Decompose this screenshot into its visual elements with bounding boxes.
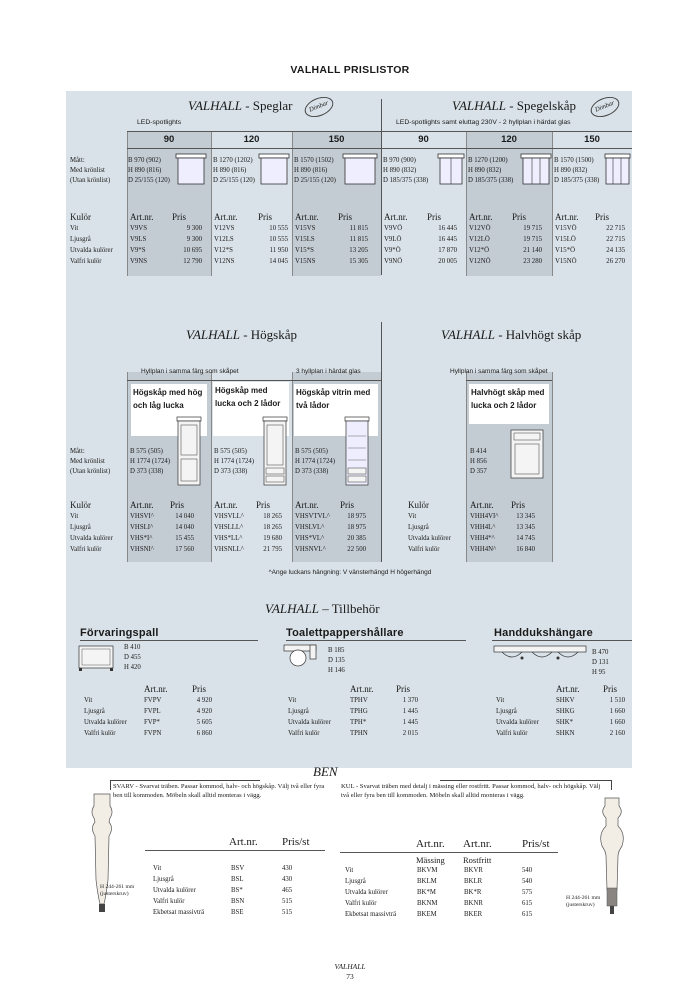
rule — [286, 640, 466, 641]
stool-dims: B 410 D 455 H 420 — [124, 644, 141, 671]
color-col: Kulör Vit Ljusgrå Utvalda kulörer Valfri kulör — [408, 500, 451, 553]
kul-head-artnr: Art.nr. — [416, 838, 445, 850]
artnr-col: Art.nr. FVPV FVPL FVP* FVPN — [144, 684, 168, 737]
divider — [466, 372, 467, 562]
hogskap-dims: B 575 (505) H 1774 (1724) D 373 (338) — [130, 448, 171, 475]
cabinet-90-image — [437, 152, 465, 186]
rule — [127, 131, 381, 132]
divider — [552, 372, 553, 562]
svarv-height: H 244-261 mm (justerskruv) — [100, 884, 135, 897]
product-name: Högskåp med hög och låg lucka — [131, 384, 207, 436]
artnr-col: BKVM BKLM BK*M BKNM BKEM — [417, 867, 438, 918]
price-col: Pris 14 040 14 040 15 455 17 560 — [170, 500, 194, 553]
color-col: Vit Ljusgrå Utvalda kulörer Valfri kulör Ekbetsat massivträ — [345, 867, 397, 918]
spegelskap-title: VALHALL - Spegelskåp — [452, 98, 576, 113]
cabinet-150-image — [604, 152, 631, 186]
mirror-90-image — [175, 152, 207, 186]
price-col: 430 430 465 515 515 — [282, 865, 293, 916]
artnr-col: Art.nr. VHSVI^ VHSLI^ VHS*I^ VHSNI^ — [130, 500, 154, 553]
product-name: Högskåp vitrin med två lådor — [294, 384, 378, 436]
towel-hanger-image — [492, 644, 588, 668]
divider — [292, 372, 293, 562]
divider — [381, 99, 382, 275]
kul-head-artnr2: Art.nr. — [463, 838, 492, 850]
speglar-title: VALHALL - Speglar — [188, 98, 293, 113]
rule — [127, 380, 381, 381]
artnr-col: Art.nr. V12VÖ V12LÖ V12*Ö V12NÖ — [469, 212, 493, 265]
size-120: 120 — [501, 134, 517, 145]
tillbehor-title: VALHALL – Tillbehör — [265, 601, 380, 616]
footer-brand: VALHALL — [334, 962, 366, 971]
group-title: Förvaringspall — [80, 627, 159, 639]
spegelskap-dims-150: B 1570 (1500) H 890 (832) D 185/375 (338) — [554, 157, 600, 184]
hinge-footnote: ^Ange luckans hängning: V vänsterhängd H högerhängd — [268, 569, 432, 576]
stool-image — [76, 643, 118, 673]
speglar-dims-90: B 970 (902) H 890 (816) D 25/155 (120) — [128, 157, 170, 184]
kul-desc: KUL - Svarvat träben med detalj i mässing eller rostfritt. Passar kommod, halv- och högskåp. Välj två eller fyra ben till kommoden. Möbeln skall alltid monteras i vägg. — [341, 783, 601, 799]
rule — [340, 852, 558, 853]
price-col: Pris 18 975 18 975 20 385 22 500 — [340, 500, 366, 553]
rule — [80, 640, 258, 641]
svarv-head-pris: Pris/st — [282, 836, 310, 848]
rule — [145, 850, 325, 851]
rule — [127, 148, 381, 149]
artnr-col: Art.nr. TPHV TPHG TPH* TPHN — [350, 684, 374, 737]
mirror-150-image — [342, 152, 378, 186]
artnr-col: Art.nr. VHSVTVL^ VHSLVL^ VHS*VL^ VHSNVL^ — [295, 500, 330, 553]
size-120: 120 — [243, 134, 260, 145]
artnr-col: Art.nr. SHKV SHKG SHK* SHKN — [556, 684, 580, 737]
halvhogt-dims: B 414 H 856 D 357 — [470, 448, 487, 475]
speglar-note: LED-spotlights — [137, 119, 182, 126]
tall-cabinet-image — [262, 416, 288, 488]
size-90: 90 — [163, 134, 175, 145]
product-name: Högskåp med lucka och 2 lådor — [213, 382, 289, 436]
artnr-col: Art.nr. VHSVLL^ VHSLLL^ VHS*LL^ VHSNLL^ — [214, 500, 244, 553]
kul-height: H 244-261 mm (justerskruv) — [566, 895, 601, 908]
divider — [381, 322, 382, 562]
price-col: Pris 19 715 19 715 21 140 23 280 — [512, 212, 542, 265]
shk-dims: B 470 D 131 H 95 — [592, 649, 609, 676]
rule — [381, 131, 632, 132]
size-150: 150 — [584, 134, 600, 145]
color-col: Vit Ljusgrå Utvalda kulörer Valfri kulör — [288, 697, 331, 737]
spegelskap-dims-120: B 1270 (1200) H 890 (832) D 185/375 (338) — [468, 157, 514, 184]
color-col: Vit Ljusgrå Utvalda kulörer Valfri kulör — [496, 697, 539, 737]
hogskap-note-glass: 3 hyllplan i härdat glas — [296, 368, 361, 375]
hogskap-dims: B 575 (505) H 1774 (1724) D 373 (338) — [295, 448, 336, 475]
artnr-col: BSV BSL BS* BSN BSE — [231, 865, 245, 916]
price-col: Pris 11 815 11 815 13 205 15 305 — [338, 212, 368, 265]
color-col: Kulör Vit Ljusgrå Utvalda kulörer Valfri kulör — [70, 500, 113, 553]
hogskap-dims: B 575 (505) H 1774 (1724) D 373 (338) — [214, 448, 255, 475]
spegelskap-note: LED-spotlights samt eluttag 230V - 2 hyllplan i härdat glas — [396, 119, 571, 126]
halvhogt-note: Hyllplan i samma färg som skåpet — [450, 368, 548, 375]
divider — [466, 131, 467, 276]
rule — [466, 380, 552, 381]
dimbar-stamp: Dimbar — [302, 93, 337, 121]
page-header: VALHALL PRISLISTOR — [290, 64, 410, 76]
svarv-head-artnr: Art.nr. — [229, 836, 258, 848]
price-col: 540 540 575 615 615 — [522, 867, 533, 918]
size-150: 150 — [328, 134, 345, 145]
artnr-col: Art.nr. V12VS V12LS V12*S V12NS — [214, 212, 238, 265]
price-col: Pris 10 555 10 555 11 950 14 045 — [258, 212, 288, 265]
price-col: Pris 22 715 22 715 24 135 26 270 — [595, 212, 625, 265]
divider — [127, 372, 128, 562]
price-col: Pris 16 445 16 445 17 870 20 005 — [427, 212, 457, 265]
dim-labels: Mått: Med krönlist (Utan krönlist) — [70, 157, 111, 184]
halvhogt-title: VALHALL - Halvhögt skåp — [441, 327, 582, 342]
divider — [292, 131, 293, 276]
divider — [127, 131, 128, 276]
hogskap-title: VALHALL - Högskåp — [186, 327, 297, 342]
speglar-dims-150: B 1570 (1502) H 890 (816) D 25/155 (120) — [294, 157, 336, 184]
half-cabinet-image — [509, 428, 545, 480]
vitrine-cabinet-image — [344, 416, 370, 488]
rule — [492, 640, 632, 641]
color-col: Vit Ljusgrå Utvalda kulörer Valfri kulör — [84, 697, 127, 737]
size-90: 90 — [418, 134, 429, 145]
divider — [552, 131, 553, 276]
tph-dims: B 185 D 135 H 146 — [328, 647, 345, 674]
price-col: Pris 18 265 18 265 19 680 21 795 — [256, 500, 282, 553]
dim-labels: Mått: Med krönlist (Utan krönlist) — [70, 448, 111, 475]
artnr-col: BKVR BKLR BK*R BKNR BKER — [464, 867, 483, 918]
spegelskap-dims-90: B 970 (900) H 890 (832) D 185/375 (338) — [383, 157, 429, 184]
color-col: Kulör Vit Ljusgrå Utvalda kulörer Valfri kulör — [70, 212, 113, 265]
kul-head-pris: Pris/st — [522, 838, 550, 850]
artnr-col: Art.nr. VHH4VI^ VHH4L^ VHH4*^ VHH4N^ — [470, 500, 499, 553]
page-number: 73 — [346, 972, 354, 981]
mirror-120-image — [258, 152, 290, 186]
toilet-paper-holder-image — [280, 642, 320, 668]
kul-sub-rostfritt: Rostfritt — [463, 855, 492, 865]
speglar-dims-120: B 1270 (1202) H 890 (816) D 25/155 (120) — [213, 157, 255, 184]
tall-cabinet-image — [176, 416, 202, 488]
rule — [381, 148, 632, 149]
price-col: Pris 9 300 9 300 10 695 12 790 — [172, 212, 202, 265]
price-col: Pris 1 370 1 445 1 445 2 015 — [396, 684, 418, 737]
svarv-desc: SVARV - Svarvat träben. Passar kommod, halv- och högskåp. Välj två eller fyra ben till kommoden. Möbeln skall alltid monteras i vägg. — [113, 783, 325, 799]
price-col: Pris 4 920 4 920 5 605 6 860 — [192, 684, 212, 737]
price-col: Pris 1 510 1 660 1 660 2 160 — [603, 684, 625, 737]
artnr-col: Art.nr. V9VÖ V9LÖ V9*Ö V9NÖ — [384, 212, 408, 265]
group-title: Toalettpappershållare — [286, 627, 404, 639]
artnr-col: Art.nr. V15VS V15LS V15*S V15NS — [295, 212, 319, 265]
cabinet-120-image — [520, 152, 552, 186]
color-col: Vit Ljusgrå Utvalda kulörer Valfri kulör Ekbetsat massivträ — [153, 865, 205, 916]
divider — [211, 131, 212, 276]
ben-title: BEN — [313, 764, 338, 779]
hogskap-note: Hyllplan i samma färg som skåpet — [141, 368, 239, 375]
price-col: Pris 13 345 13 345 14 745 16 840 — [511, 500, 535, 553]
artnr-col: Art.nr. V15VÖ V15LÖ V15*Ö V15NÖ — [555, 212, 579, 265]
artnr-col: Art.nr. V9VS V9LS V9*S V9NS — [130, 212, 154, 265]
kul-sub-massing: Mässing — [416, 855, 445, 865]
divider — [211, 372, 212, 562]
group-title: Handdukshängare — [494, 627, 593, 639]
product-name: Halvhögt skåp med lucka och 2 lådor — [469, 384, 549, 424]
dimbar-stamp: Dimbar — [588, 93, 623, 121]
